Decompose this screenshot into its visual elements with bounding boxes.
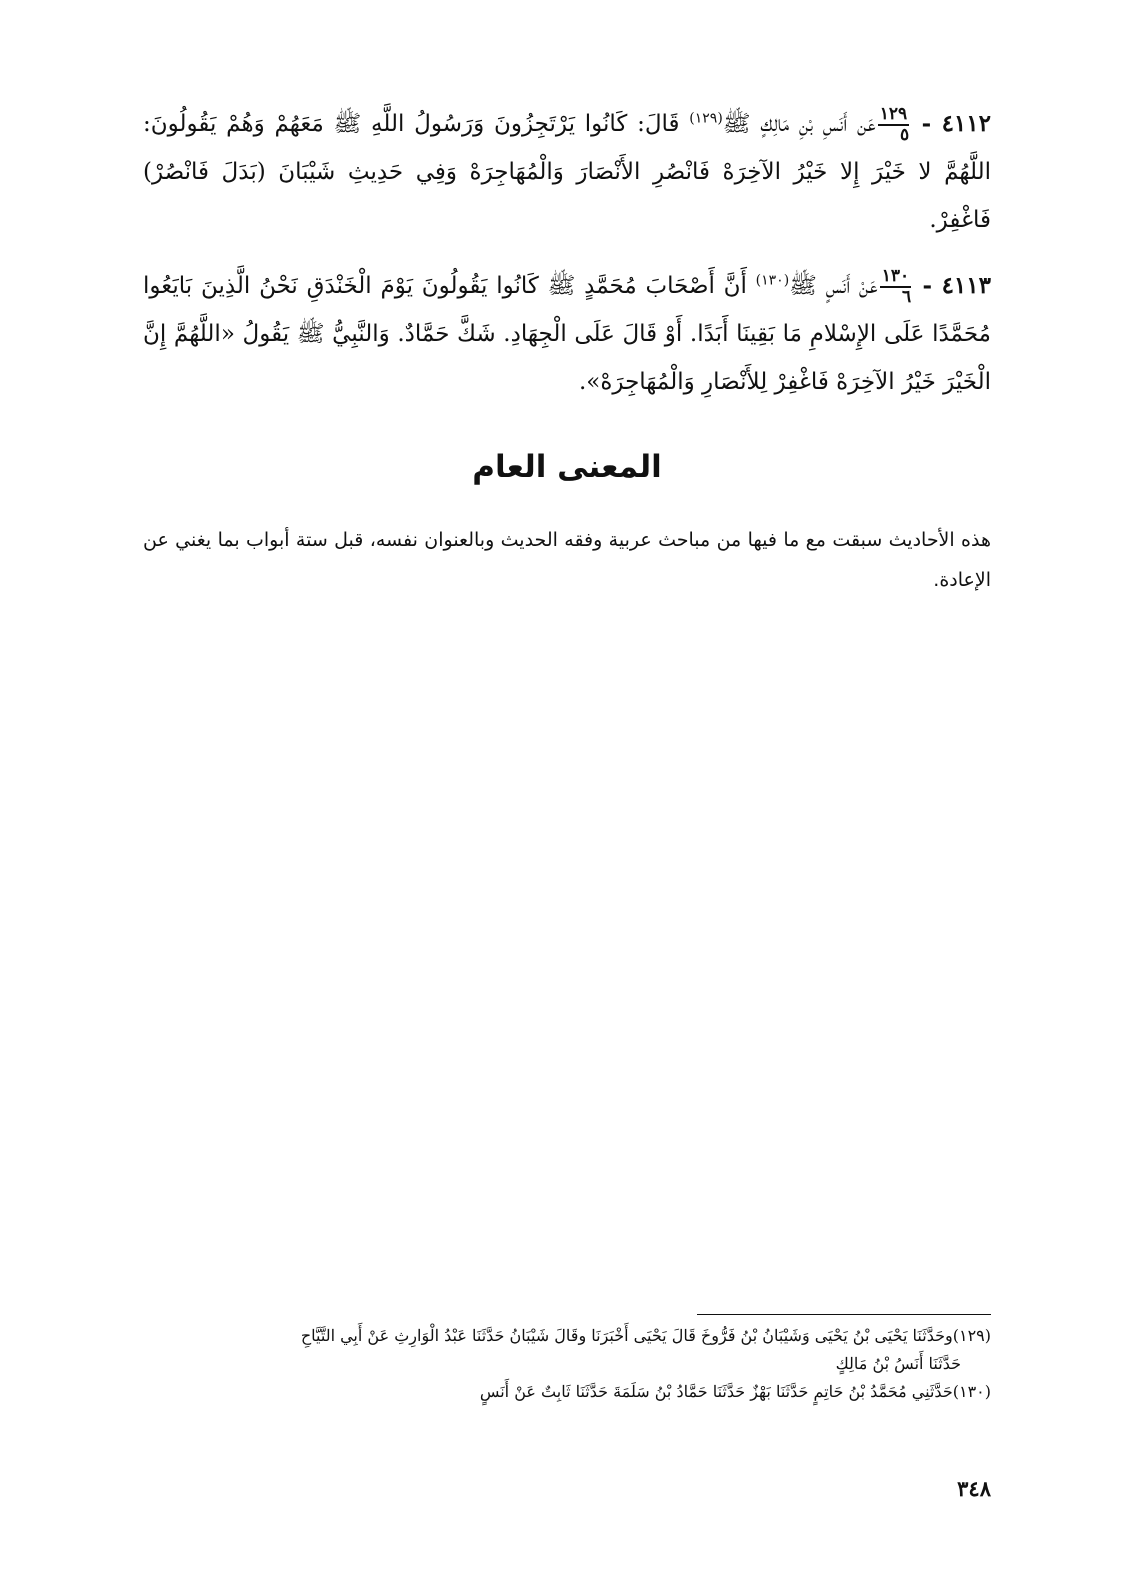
section-body: هذه الأحاديث سبقت مع ما فيها من مباحث عربية وفقه الحديث وبالعنوان نفسه، قبل ستة أبواب بما يغني عن الإعادة.: [143, 529, 991, 591]
footnotes: [143, 1322, 991, 1406]
hadith-reference: [880, 268, 911, 306]
footnote-129: [143, 1322, 991, 1350]
hadith-text: قَالَ: كَانُوا يَرْتَجِزُونَ وَرَسُولُ اللَّهِ ﷺ مَعَهُمْ وَهُمْ يَقُولُونَ: اللَّهُمَّ لا خَيْرَ إِلا خَيْرُ الآخِرَهْ فَانْصُرِ الأَنْصَارَ وَالْمُهَاجِرَهْ وَفِي حَدِيثِ شَيْبَانَ (بَدَلَ فَانْصُرْ) فَاغْفِرْ.: [143, 111, 991, 233]
hadith-dash: -: [911, 110, 942, 137]
hadith-4112: [143, 100, 991, 244]
hadith-text-start: عَنْ أَنَسٍ ﷺ: [789, 273, 878, 299]
footnote-marker: (١٢٩): [689, 110, 723, 127]
footnote-marker: (١٣٠): [755, 272, 790, 289]
footnote-130: [143, 1378, 991, 1406]
hadith-number: ٤١١٣: [941, 272, 991, 299]
page-number: ٣٤٨: [957, 1476, 991, 1501]
footnote-text: حَدَّثَنِي مُحَمَّدُ بْنُ حَاتِمٍ حَدَّثَنَا بَهْزٌ حَدَّثَنَا حَمَّادُ بْنُ سَلَمَةَ حَدَّثَنَا ثَابِتٌ عَنْ أَنَسٍ: [479, 1382, 953, 1401]
reference-bottom: ٥: [900, 125, 910, 145]
reference-bottom: ٦: [901, 287, 912, 307]
section-heading: المعنى العام: [472, 449, 662, 485]
footnote-129-continuation: حَدَّثَنَا أَنَسُ بْنُ مَالِكٍ: [835, 1354, 961, 1373]
hadith-text-start: عَن أَنَسِ بْنِ مَالِكٍ ﷺ: [722, 111, 876, 137]
footnote-label: (١٣٠): [952, 1382, 991, 1401]
hadith-reference: [878, 106, 909, 144]
footnote-text: وحَدَّثَنَا يَحْيَى بْنُ يَحْيَى وَشَيْبَانُ بْنُ فَرُّوخَ قَالَ يَحْيَى أَخْبَرَنَا وقَالَ شَيْبَانُ حَدَّثَنَا عَبْدُ الْوَارِثِ عَنْ أَبِي التَّيَّاحِ: [300, 1326, 953, 1345]
hadith-number: ٤١١٢: [941, 110, 991, 137]
hadith-text: أَنَّ أَصْحَابَ مُحَمَّدٍ ﷺ كَانُوا يَقُولُونَ يَوْمَ الْخَنْدَقِ نَحْنُ الَّذِينَ بَايَعُوا مُحَمَّدًا عَلَى الإِسْلامِ مَا بَقِينَا أَبَدًا. أَوْ قَالَ عَلَى الْجِهَادِ. شَكَّ حَمَّادٌ. وَالنَّبِيُّ ﷺ يَقُولُ «اللَّهُمَّ إِنَّ الْخَيْرَ خَيْرُ الآخِرَهْ فَاغْفِرْ لِلأَنْصَارِ وَالْمُهَاجِرَهْ».: [143, 273, 991, 395]
reference-top: ١٣٠: [881, 266, 910, 286]
footnote-label: (١٢٩): [952, 1326, 991, 1345]
footnote-divider: [697, 1314, 991, 1315]
hadith-4113: [143, 262, 991, 406]
hadith-dash: -: [913, 272, 942, 299]
reference-top: ١٢٩: [879, 104, 908, 124]
